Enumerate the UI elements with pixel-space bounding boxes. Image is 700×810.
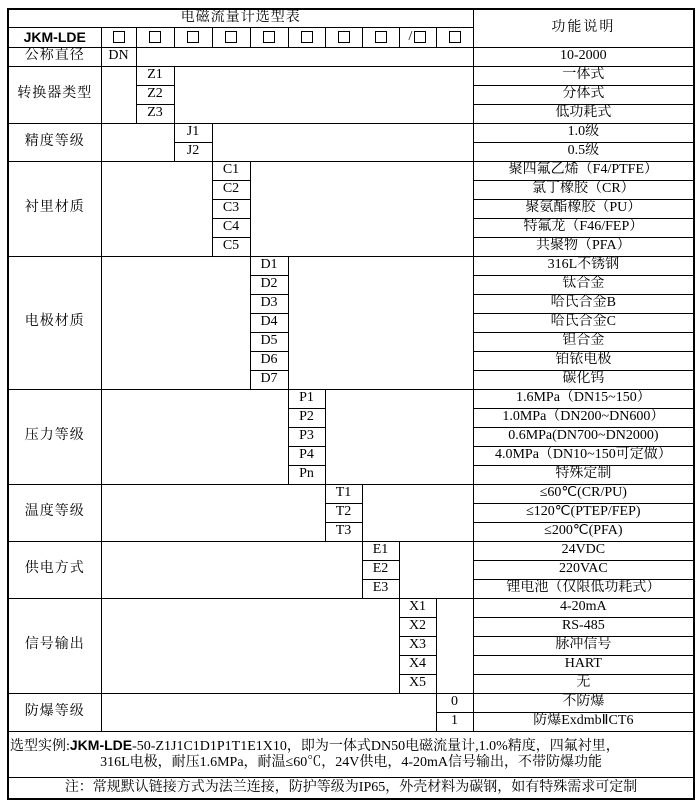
checkbox-icon (414, 31, 426, 43)
category-electrode-material: 电极材质 (8, 256, 101, 389)
spacer-cell (362, 484, 473, 541)
selection-example-row (8, 731, 694, 777)
desc-cell: 哈氏合金C (473, 313, 694, 332)
desc-cell: 氯丁橡胶（CR） (473, 180, 694, 199)
desc-cell: ≤120℃(PTEP/FEP) (473, 503, 694, 522)
code-cell: D6 (250, 351, 288, 370)
code-cell: 0 (436, 693, 473, 712)
note-row: 注：常规默认链接方式为法兰连接，防护等级为IP65，外壳材料为碳钢，如有特殊需求可定制 (8, 777, 694, 799)
checkbox-icon (338, 31, 350, 43)
spacer-cell (101, 693, 436, 731)
code-cell: C4 (212, 218, 250, 237)
code-cell: E1 (362, 541, 399, 560)
checkbox-cell-dn[interactable] (101, 27, 136, 47)
desc-cell: 220VAC (473, 560, 694, 579)
category-power-supply: 供电方式 (8, 541, 101, 598)
checkbox-icon (263, 31, 275, 43)
code-cell: C2 (212, 180, 250, 199)
code-cell: Z3 (136, 104, 174, 123)
desc-cell: 哈氏合金B (473, 294, 694, 313)
checkbox-icon (149, 31, 161, 43)
desc-cell: 1.0级 (473, 123, 694, 142)
code-cell: X3 (399, 636, 436, 655)
category-nominal-diameter: 公称直径 (8, 47, 101, 66)
checkbox-cell-d[interactable] (250, 27, 288, 47)
table-title: 电磁流量计选型表 (8, 9, 473, 27)
category-pressure-rating: 压力等级 (8, 389, 101, 484)
desc-cell: ≤60℃(CR/PU) (473, 484, 694, 503)
code-cell: P1 (288, 389, 325, 408)
example-line-1 (10, 737, 692, 755)
desc-cell: 10-2000 (473, 47, 694, 66)
spacer-cell (101, 66, 136, 123)
desc-cell: 钽合金 (473, 332, 694, 351)
code-cell: D5 (250, 332, 288, 351)
slash-separator: / (408, 28, 413, 44)
checkbox-icon (113, 31, 125, 43)
code-cell: DN (101, 47, 136, 66)
code-cell: Z1 (136, 66, 174, 85)
code-cell: J1 (174, 123, 212, 142)
code-cell: D1 (250, 256, 288, 275)
desc-cell: 1.0MPa（DN200~DN600） (473, 408, 694, 427)
category-explosion-proof-rating: 防爆等级 (8, 693, 101, 731)
desc-cell: 低功耗式 (473, 104, 694, 123)
selection-table (7, 8, 695, 800)
function-description-header: 功能说明 (473, 9, 694, 47)
code-cell: C3 (212, 199, 250, 218)
desc-cell: HART (473, 655, 694, 674)
code-cell: C5 (212, 237, 250, 256)
checkbox-cell-j[interactable] (174, 27, 212, 47)
spacer-cell (101, 256, 250, 389)
desc-cell: 0.5级 (473, 142, 694, 161)
checkbox-icon (301, 31, 313, 43)
category-accuracy-class: 精度等级 (8, 123, 101, 161)
desc-cell: 锂电池（仅限低功耗式） (473, 579, 694, 598)
spacer-cell (288, 256, 473, 389)
checkbox-cell-explosion[interactable] (436, 27, 473, 47)
code-cell: X1 (399, 598, 436, 617)
desc-cell: 无 (473, 674, 694, 693)
desc-cell: 铂铱电极 (473, 351, 694, 370)
code-cell: P2 (288, 408, 325, 427)
code-cell: T2 (325, 503, 362, 522)
spacer-cell (101, 541, 362, 598)
category-lining-material: 衬里材质 (8, 161, 101, 256)
example-code-text: -50-Z1J1C1D1P1T1E1X10，即为一体式DN50电磁流量计,1.0%精度，四氟衬里， (132, 738, 620, 754)
example-prefix: 选型实例: (10, 738, 70, 754)
desc-cell: 共聚物（PFA） (473, 237, 694, 256)
code-cell: 1 (436, 712, 473, 731)
desc-cell: ≤200℃(PFA) (473, 522, 694, 541)
checkbox-icon (225, 31, 237, 43)
code-cell: X5 (399, 674, 436, 693)
desc-cell: 脉冲信号 (473, 636, 694, 655)
desc-cell: 24VDC (473, 541, 694, 560)
desc-cell: 0.6MPa(DN700~DN2000) (473, 427, 694, 446)
desc-cell: 分体式 (473, 85, 694, 104)
desc-cell: 钛合金 (473, 275, 694, 294)
checkbox-cell-c[interactable] (212, 27, 250, 47)
spacer-cell (212, 123, 473, 161)
desc-cell: 聚氨酯橡胶（PU） (473, 199, 694, 218)
example-model: JKM-LDE (69, 736, 133, 753)
checkbox-icon (187, 31, 199, 43)
code-cell: D7 (250, 370, 288, 389)
example-line-2: 316L电极，耐压1.6MPa，耐温≤60℃，24V供电，4-20mA信号输出，不带防爆功能 (100, 755, 603, 770)
category-converter-type: 转换器类型 (8, 66, 101, 123)
spacer-cell (101, 598, 399, 693)
spacer-cell (174, 66, 473, 123)
spacer-cell (101, 123, 174, 161)
spacer-cell (136, 47, 473, 66)
spacer-cell (399, 541, 473, 598)
desc-cell: 碳化钨 (473, 370, 694, 389)
code-cell: P3 (288, 427, 325, 446)
code-cell: T3 (325, 522, 362, 541)
desc-cell: 特氟龙（F46/FEP） (473, 218, 694, 237)
category-temperature-rating: 温度等级 (8, 484, 101, 541)
checkbox-icon (375, 31, 387, 43)
desc-cell: RS-485 (473, 617, 694, 636)
checkbox-cell-z[interactable] (136, 27, 174, 47)
code-cell: Z2 (136, 85, 174, 104)
desc-cell: 一体式 (473, 66, 694, 85)
checkbox-cell-e[interactable] (362, 27, 399, 47)
desc-cell: 聚四氟乙烯（F4/PTFE） (473, 161, 694, 180)
spacer-cell (250, 161, 473, 256)
code-cell: X4 (399, 655, 436, 674)
model-prefix: JKM-LDE (8, 27, 101, 47)
code-cell: X2 (399, 617, 436, 636)
code-cell: T1 (325, 484, 362, 503)
category-signal-output: 信号输出 (8, 598, 101, 693)
code-cell: D4 (250, 313, 288, 332)
code-cell: D2 (250, 275, 288, 294)
checkbox-icon (449, 31, 461, 43)
checkbox-cell-t[interactable] (325, 27, 362, 47)
code-cell: D3 (250, 294, 288, 313)
desc-cell: 特殊定制 (473, 465, 694, 484)
desc-cell: 4.0MPa（DN10~150可定做） (473, 446, 694, 465)
code-cell: Pn (288, 465, 325, 484)
checkbox-cell-p[interactable] (288, 27, 325, 47)
spacer-cell (101, 484, 325, 541)
checkbox-cell-x[interactable] (399, 27, 436, 47)
desc-cell: 316L不锈钢 (473, 256, 694, 275)
desc-cell: 4-20mA (473, 598, 694, 617)
code-cell: E3 (362, 579, 399, 598)
spacer-cell (436, 598, 473, 693)
spacer-cell (325, 389, 473, 484)
code-cell: C1 (212, 161, 250, 180)
spacer-cell (101, 389, 288, 484)
spacer-cell (101, 161, 212, 256)
code-cell: E2 (362, 560, 399, 579)
desc-cell: 防爆ExdmbⅡCT6 (473, 712, 694, 731)
desc-cell: 不防爆 (473, 693, 694, 712)
code-cell: J2 (174, 142, 212, 161)
code-cell: P4 (288, 446, 325, 465)
desc-cell: 1.6MPa（DN15~150） (473, 389, 694, 408)
